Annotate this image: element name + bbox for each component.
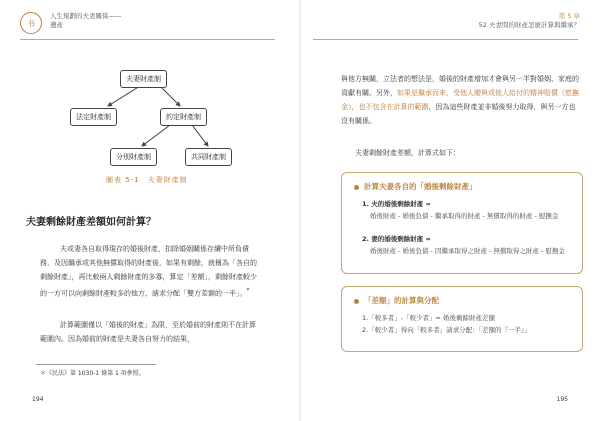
right-paragraph-1a: 與他方無關，立法者的想法是，婚後的財產增加才會與另一半對婚姻、家庭的貢獻有關。另外， <box>341 75 579 97</box>
right-header-rule <box>313 39 578 40</box>
left-paragraph-2: 計算範圍僅以「婚後的財產」為限，至於婚前的財產則不在計算範圍內。因為婚前的財產是夫妻各自努力的結果， <box>40 321 256 343</box>
left-header-line2: 遺產 <box>50 21 63 29</box>
figure-caption: 圖表 5-1 夫妻財產制 <box>106 176 188 184</box>
right-header-title: 52 夫妻間的財產怎麼計算與繼承？ <box>478 21 580 29</box>
footnote-rule <box>36 364 156 365</box>
footnote-marker: * <box>246 288 250 294</box>
highlighted-text: 如果是繼承而來、受他人贈與或他人給付的精神賠償（慰撫金），也不包含在計算的範圍 <box>341 89 579 111</box>
right-paragraph-1b: ，因為這些財產並非婚後努力取得，與另一方也沒有關係。 <box>341 103 576 125</box>
node-separate: 分別財產制 <box>110 148 157 166</box>
formula-box-difference <box>341 286 583 352</box>
right-paragraph-1 <box>341 72 581 128</box>
node-contractual: 約定財產制 <box>160 108 207 126</box>
box1-title-text: 計算夫妻各自的「婚後剩餘財產」 <box>364 182 477 191</box>
node-statutory: 法定財產制 <box>70 108 117 126</box>
right-header <box>479 12 580 30</box>
box1-sub1: 1. 夫的婚後剩餘財產 = <box>362 200 431 208</box>
left-header-text <box>50 12 122 30</box>
right-page-number: 195 <box>556 396 568 403</box>
left-header-line1: 人生規劃的夫妻關係—— <box>50 12 122 20</box>
left-page-number: 194 <box>32 396 44 403</box>
right-page <box>301 0 600 421</box>
left-page <box>0 0 299 421</box>
bullet-dot-icon <box>354 185 359 190</box>
left-paragraph-1 <box>40 242 260 300</box>
left-header-rule <box>20 39 275 40</box>
bullet-dot-icon <box>354 299 359 304</box>
box2-title <box>354 295 439 306</box>
box1-text1: 婚後財產 - 婚後負債 - 繼承取得的財產 - 無償取得的財產 - 慰撫金 <box>370 212 559 220</box>
box2-line2: 2.「較少者」得向「較多者」請求分配：「差額的『一半』」 <box>362 326 531 334</box>
node-common: 共同財產制 <box>185 148 232 166</box>
box1-text2: 婚後財產 - 婚後負債 - 因繼承取得之財產 - 無償取得之財產 - 慰撫金 <box>370 247 565 255</box>
box1-sub2: 2. 妻的婚後剩餘財產 = <box>362 235 431 243</box>
formula-box-remaining-property <box>341 172 583 274</box>
logo-glyph: 书 <box>27 18 35 28</box>
property-system-diagram <box>60 70 260 190</box>
box1-title <box>354 181 477 192</box>
box2-line1: 1.「較多者」-「較少者」= 婚後剩餘財產差額 <box>362 314 496 322</box>
box2-title-text: 「差額」的計算與分配 <box>364 296 439 305</box>
section-title: 夫妻剩餘財產差額如何計算？ <box>26 217 156 228</box>
left-header <box>20 12 122 34</box>
left-paragraph-1-text: 夫或妻各自取得現存的婚後財產，扣除婚姻關係存續中所負債務，及因繼承或其他無償取得的財產後，如果有剩餘，就稱為「各自的剩餘財產」，再比較兩人剩餘財產的多寡，算定「差額」，剩餘財產較少的一方可以向剩餘財產較多的他方，請求分配「雙方差額的一半」。 <box>40 245 257 298</box>
node-root: 夫妻財產制 <box>120 70 167 88</box>
chapter-label: 第 5 章 <box>558 12 580 20</box>
footnote: ＊《民法》第 1030-1 條第 1 項參照。 <box>40 370 145 377</box>
book-logo-icon <box>20 12 42 34</box>
right-paragraph-2: 夫妻剩餘財產差額，計算式如下： <box>355 149 460 157</box>
